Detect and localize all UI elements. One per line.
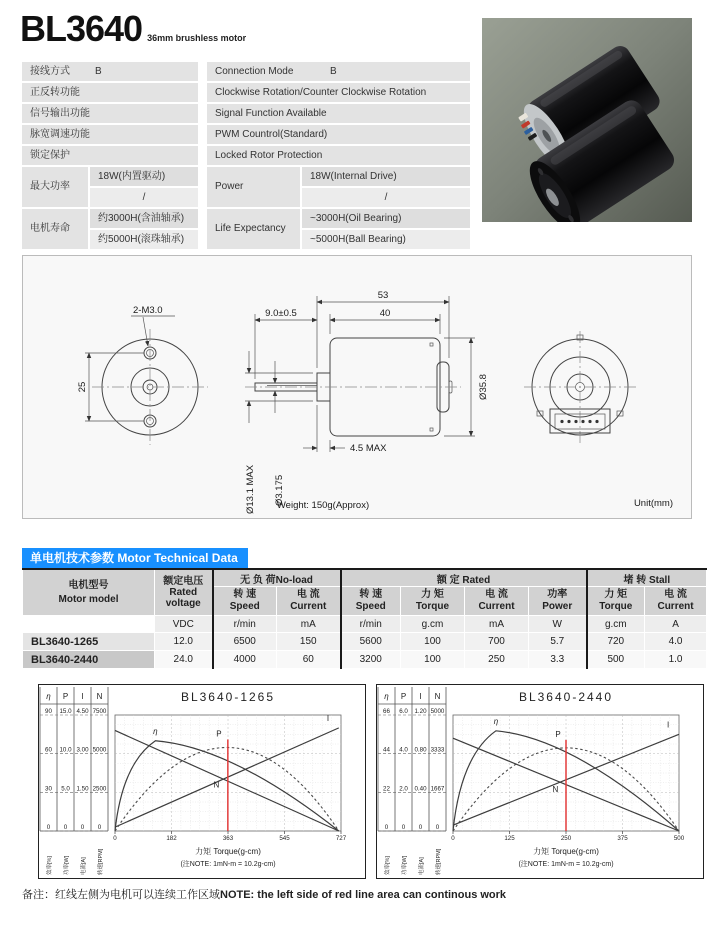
- value-cell: 100: [401, 633, 465, 651]
- axis-tick: 0: [401, 824, 406, 831]
- value-cell: 720: [587, 633, 645, 651]
- spec-row-connection: [22, 62, 470, 81]
- axis-tick: 0: [435, 824, 440, 831]
- axis-header: η: [384, 692, 389, 701]
- axis-tick: 30: [45, 785, 52, 793]
- product-photo: [482, 18, 692, 222]
- axis-tick: 4.50: [76, 708, 89, 715]
- chart-bl3640-1265: [38, 684, 366, 879]
- axis-tick: 3333: [430, 746, 445, 754]
- axis-unit-label: 效率[%]: [385, 856, 391, 875]
- x-tick: 0: [451, 835, 455, 842]
- axis-tick: 1.50: [76, 785, 89, 793]
- dim-boss-length: 4.5 MAX: [350, 443, 387, 454]
- x-tick: 363: [222, 835, 234, 842]
- spec-en-label: Connection Mode: [215, 66, 294, 77]
- sub-header: 力 矩 Torque: [401, 587, 465, 616]
- axis-tick: 0: [97, 824, 102, 831]
- drawing-canvas: [23, 256, 691, 518]
- x-axis-label: 力矩 Torque(g-cm): [195, 847, 261, 856]
- sub-header: 转 速 Speed: [213, 587, 277, 616]
- value-cell: 3200: [341, 651, 401, 669]
- chart-bl3640-2440: [376, 684, 704, 879]
- blank-cell: [23, 616, 155, 633]
- unit-cell: mA: [465, 616, 529, 633]
- spec-row-lock: [22, 146, 470, 165]
- axis-tick: 5000: [430, 708, 445, 715]
- axis-tick: 2500: [92, 785, 107, 793]
- spec-cn-value: 18W(内置驱动): [90, 167, 198, 186]
- unit-label: Unit(mm): [633, 498, 673, 509]
- spec-cn-label: 脉宽调速功能: [30, 129, 90, 140]
- spec-cn-value: 约5000H(滚珠轴承): [90, 230, 198, 249]
- value-cell: 5.7: [529, 633, 587, 651]
- axis-unit-label: 功率[W]: [64, 855, 70, 875]
- performance-chart: [377, 685, 703, 878]
- sub-header: 功率 Power: [529, 587, 587, 616]
- dimension-drawing: [22, 255, 692, 519]
- dim-boss-diameter: Ø13.1 MAX: [245, 464, 256, 514]
- power-label: P: [216, 729, 222, 739]
- axis-tick: 0: [418, 824, 423, 831]
- axis-unit-label: 电流[A]: [81, 857, 87, 875]
- dim-shaft-diameter: Ø3.175: [274, 474, 285, 506]
- spec-cn-label: 电机寿命: [22, 209, 88, 249]
- axis-unit-label: 效率[%]: [47, 856, 53, 875]
- motor-data-table: [22, 568, 707, 669]
- spec-en-label: PWM Countrol(Standard): [215, 129, 328, 140]
- unit-cell: A: [645, 616, 707, 633]
- side-view: [245, 290, 489, 514]
- dim-shaft-length: 9.0±0.5: [265, 308, 297, 319]
- power-label: P: [555, 729, 561, 739]
- value-cell: 3.3: [529, 651, 587, 669]
- axis-tick: 0: [63, 824, 68, 831]
- sub-header: 力 矩 Torque: [587, 587, 645, 616]
- spec-cn-value: 约3000H(含油轴承): [90, 209, 198, 228]
- spec-cn-label: 信号输出功能: [30, 108, 90, 119]
- footer-note: [22, 886, 506, 902]
- x-tick: 375: [617, 835, 628, 842]
- x-tick: 0: [113, 835, 117, 842]
- chart-title: BL3640-1265: [180, 690, 276, 704]
- unit-cell: mA: [277, 616, 341, 633]
- axis-tick: 1667: [430, 785, 445, 793]
- spec-en-value: ~5000H(Ball Bearing): [302, 230, 470, 249]
- x-tick: 500: [673, 835, 685, 842]
- motor-photo-illustration: [482, 18, 692, 222]
- axis-tick: 2.0: [399, 785, 408, 793]
- axis-tick: 60: [45, 746, 52, 754]
- sub-header: 电 流 Current: [645, 587, 707, 616]
- axis-unit-label: 转速[RPM]: [98, 848, 104, 875]
- product-subtitle: 36mm brushless motor: [147, 33, 247, 43]
- axis-unit-label: 电流[A]: [419, 857, 425, 875]
- value-cell: 5600: [341, 633, 401, 651]
- sub-header: 电 流 Current: [465, 587, 529, 616]
- value-cell: 150: [277, 633, 341, 651]
- spec-row-rotation: [22, 83, 470, 102]
- axis-tick: 90: [45, 708, 52, 715]
- axis-tick: 1.20: [414, 708, 427, 715]
- unit-cell: g.cm: [401, 616, 465, 633]
- axis-header: η: [46, 692, 51, 701]
- value-cell: 4000: [213, 651, 277, 669]
- rear-view: [524, 331, 636, 443]
- section-banner: 单电机技术参数 Motor Technical Data: [22, 548, 248, 568]
- axis-tick: 66: [383, 708, 390, 715]
- value-cell: 4.0: [645, 633, 707, 651]
- group-header: 堵 转 Stall: [587, 569, 707, 587]
- group-header: 无 负 荷No-load: [213, 569, 341, 587]
- front-view: [77, 305, 208, 445]
- x-tick: 727: [335, 835, 347, 842]
- model-cell: BL3640-2440: [23, 651, 155, 669]
- unit-cell: W: [529, 616, 587, 633]
- axis-tick: 7500: [92, 708, 107, 715]
- axis-unit-label: 功率[W]: [402, 855, 408, 875]
- spec-en-value: ~3000H(Oil Bearing): [302, 209, 470, 228]
- axis-tick: 22: [383, 785, 390, 793]
- spec-en-label: Life Expectancy: [207, 209, 300, 249]
- unit-cell: r/min: [341, 616, 401, 633]
- spec-cn-value: B: [95, 66, 102, 77]
- value-cell: 250: [465, 651, 529, 669]
- axis-header: I: [81, 692, 84, 701]
- x-axis-label: 力矩 Torque(g-cm): [533, 847, 599, 856]
- axis-tick: 5000: [92, 746, 107, 754]
- dim-body-length: 40: [379, 308, 391, 319]
- spec-en-value: B: [330, 66, 337, 77]
- x-tick: 182: [166, 835, 177, 842]
- spec-row-power: [22, 167, 470, 207]
- speed-label: N: [552, 785, 559, 795]
- axis-unit-label: 转速[RPM]: [436, 848, 442, 875]
- x-tick: 125: [504, 835, 515, 842]
- model-cell: BL3640-1265: [23, 633, 155, 651]
- dim-mounting-holes: 2-M3.0: [133, 305, 163, 316]
- unit-cell: g.cm: [587, 616, 645, 633]
- spec-cn-label: 最大功率: [22, 167, 88, 207]
- axis-tick: 0: [46, 824, 51, 831]
- value-cell: 1.0: [645, 651, 707, 669]
- col-header-model: 电机型号 Motor model: [23, 569, 155, 616]
- spec-en-value: 18W(Internal Drive): [302, 167, 470, 186]
- axis-tick: 0.80: [414, 746, 427, 754]
- spec-cn-label: 锁定保护: [30, 150, 70, 161]
- spec-cn-label: 正反转功能: [30, 87, 80, 98]
- group-header: 额 定 Rated: [341, 569, 587, 587]
- table-row: [23, 633, 707, 651]
- sub-header: 电 流 Current: [277, 587, 341, 616]
- table-row: [23, 651, 707, 669]
- speed-label: N: [213, 780, 220, 790]
- dim-hole-pitch: 25: [77, 381, 88, 393]
- spec-table: [22, 62, 470, 251]
- axis-tick: 6.0: [399, 708, 408, 715]
- x-tick: 545: [279, 835, 290, 842]
- axis-tick: 44: [383, 746, 390, 754]
- unit-cell: r/min: [213, 616, 277, 633]
- axis-tick: 4.0: [399, 746, 408, 754]
- axis-tick: 10.0: [59, 746, 72, 754]
- current-curve: [115, 728, 339, 827]
- spec-en-label: Signal Function Available: [215, 108, 327, 119]
- chart-title: BL3640-2440: [518, 690, 614, 704]
- spec-cn-label: 接线方式: [30, 66, 70, 77]
- axis-tick: 0: [80, 824, 85, 831]
- axis-header: N: [96, 692, 103, 701]
- axis-tick: 0: [384, 824, 389, 831]
- spec-cn-value: /: [90, 188, 198, 207]
- spec-en-label: Clockwise Rotation/Counter Clockwise Rotation: [215, 87, 427, 98]
- product-title: BL3640: [20, 8, 143, 49]
- axis-tick: 5.0: [61, 785, 70, 793]
- value-cell: 500: [587, 651, 645, 669]
- page-header: [20, 10, 246, 48]
- sub-header: 转 速 Speed: [341, 587, 401, 616]
- axis-header: N: [434, 692, 441, 701]
- weight-label: Weight: 150g(Approx): [276, 500, 370, 511]
- footer-note-cn: 备注：红线左侧为电机可以连续工作区域: [22, 889, 220, 901]
- x-tick: 250: [560, 835, 572, 842]
- axis-tick: 0.40: [414, 785, 427, 793]
- x-axis-note: (注NOTE: 1mN-m = 10.2g-cm): [518, 861, 614, 868]
- efficiency-curve: [115, 741, 339, 831]
- current-label: I: [326, 713, 330, 723]
- unit-cell: VDC: [155, 616, 213, 633]
- value-cell: 60: [277, 651, 341, 669]
- spec-en-label: Power: [207, 167, 300, 207]
- spec-row-signal: [22, 104, 470, 123]
- spec-en-label: Locked Rotor Protection: [215, 150, 323, 161]
- efficiency-label: η: [153, 726, 158, 736]
- axis-tick: 3.00: [76, 746, 89, 754]
- current-label: I: [667, 720, 670, 730]
- axis-tick: 15.0: [59, 708, 72, 715]
- value-cell: 6500: [213, 633, 277, 651]
- col-header-voltage: 额定电压 Rated voltage: [155, 569, 213, 616]
- axis-header: P: [62, 692, 69, 701]
- x-axis-note: (注NOTE: 1mN-m = 10.2g-cm): [180, 861, 276, 868]
- axis-header: P: [400, 692, 407, 701]
- performance-chart: [39, 685, 365, 878]
- axis-header: I: [419, 692, 422, 701]
- motor-data-table-wrap: [22, 568, 707, 669]
- dim-body-diameter: Ø35.8: [478, 374, 489, 400]
- value-cell: 100: [401, 651, 465, 669]
- spec-row-life: [22, 209, 470, 249]
- value-cell: 700: [465, 633, 529, 651]
- value-cell: 24.0: [155, 651, 213, 669]
- spec-en-value: /: [302, 188, 470, 207]
- dim-total-length: 53: [377, 290, 389, 301]
- spec-row-pwm: [22, 125, 470, 144]
- value-cell: 12.0: [155, 633, 213, 651]
- footer-note-en: NOTE: the left side of red line area can continous work: [220, 889, 507, 901]
- efficiency-label: η: [493, 716, 499, 726]
